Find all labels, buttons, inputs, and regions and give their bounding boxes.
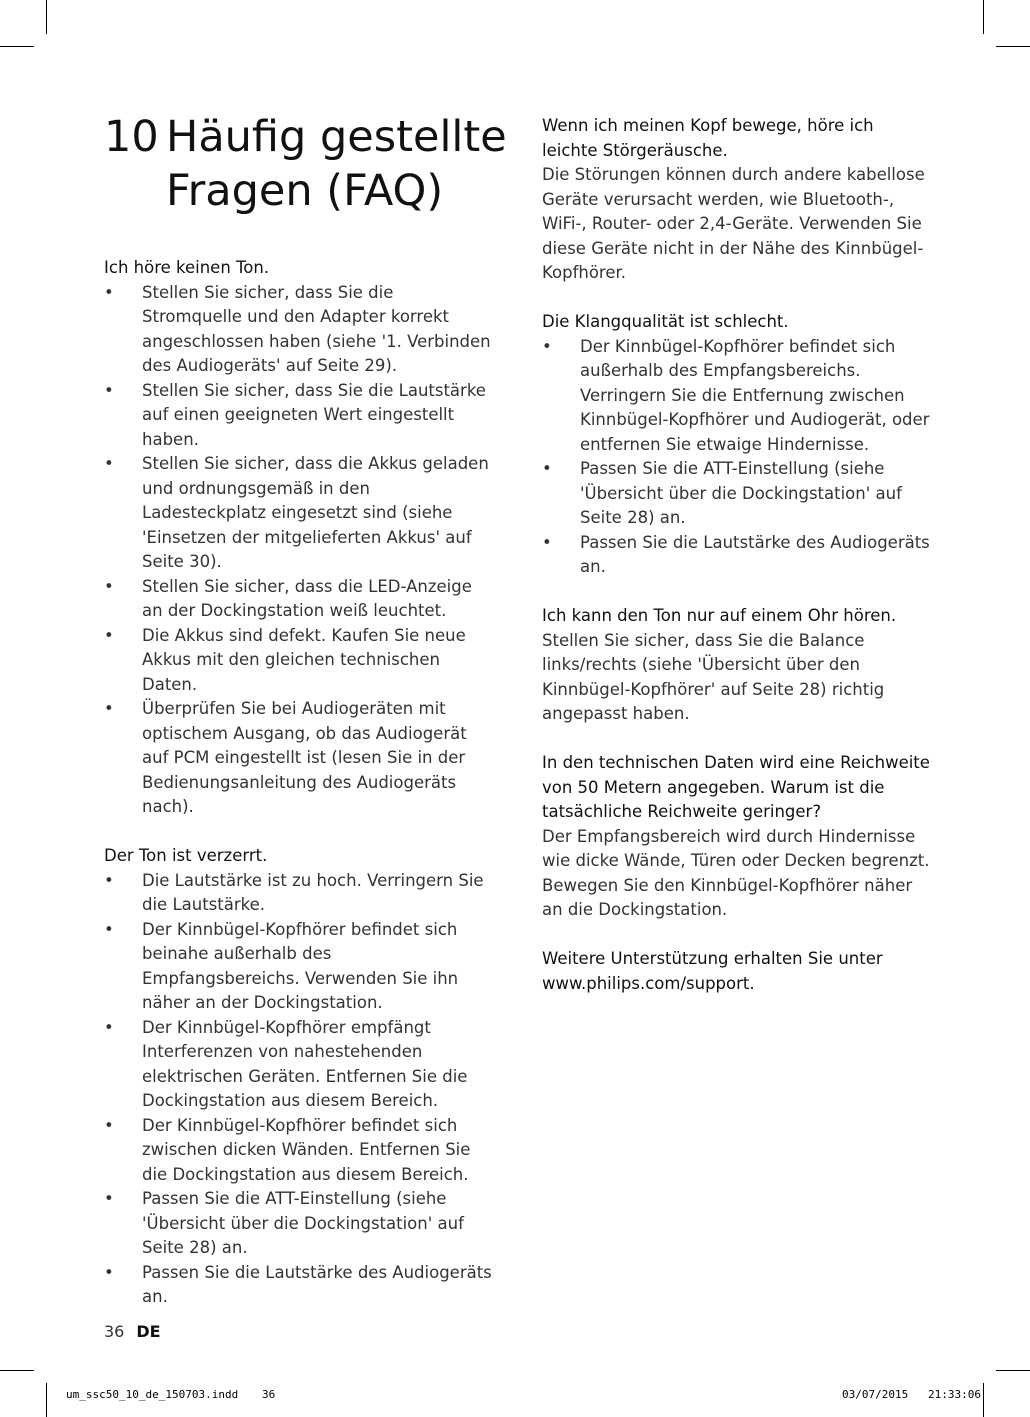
bullet-item: • Stellen Sie sicher, dass die LED-Anzeige an der Dockingstation weiß leuchtet.: [104, 575, 494, 624]
slug-time: 21:33:06: [928, 1388, 981, 1401]
bullet-item: • Der Kinnbügel-Kopfhörer befindet sich beinahe außerhalb des Empfangsbereichs. Verwenden Sie ihn näher an der Dockingstation.: [104, 918, 494, 1016]
bullet-list: [104, 281, 494, 820]
faq-question: In den technischen Daten wird eine Reichweite von 50 Metern angegeben. Warum ist die tatsächliche Reichweite geringer?: [542, 753, 930, 821]
slug-page: 36: [262, 1388, 276, 1401]
faq-question: Wenn ich meinen Kopf bewege, höre ich leichte Störgeräusche.: [542, 116, 874, 160]
title-line-2: Fragen (FAQ): [166, 166, 444, 216]
page-title: [104, 110, 507, 218]
crop-mark: [46, 0, 47, 34]
bullet-item: • Passen Sie die ATT-Einstellung (siehe 'Übersicht über die Dockingstation' auf Seite 28) an.: [542, 457, 934, 531]
page-number: 36: [104, 1322, 125, 1341]
crop-mark: [0, 46, 34, 47]
bullet-item: • Der Kinnbügel-Kopfhörer befindet sich außerhalb des Empfangsbereichs. Verringern Sie die Entfernung zwischen Kinnbügel-Kopfhörer und Audiogerät, oder entfernen Sie etwaige Hindernisse.: [542, 335, 934, 458]
chapter-number: 10: [104, 112, 159, 162]
faq-question: Weitere Unterstützung erhalten Sie unter www.philips.com/support.: [542, 949, 883, 993]
crop-mark: [996, 1370, 1030, 1371]
faq-section: [104, 256, 494, 820]
bullet-item: • Stellen Sie sicher, dass die Akkus geladen und ordnungsgemäß in den Ladesteckplatz eingesetzt sind (siehe 'Einsetzen der mitgelieferten Akkus' auf Seite 30).: [104, 452, 494, 575]
bullet-item: • Die Akkus sind defekt. Kaufen Sie neue Akkus mit den gleichen technischen Daten.: [104, 624, 494, 698]
faq-section: [542, 114, 934, 286]
crop-mark: [996, 46, 1030, 47]
faq-section: [542, 751, 934, 923]
language-code: DE: [136, 1322, 161, 1341]
bullet-item: • Passen Sie die Lautstärke des Audiogeräts an.: [104, 1261, 494, 1310]
faq-answer: Stellen Sie sicher, dass Sie die Balance links/rechts (siehe 'Übersicht über den Kinnbügel-Kopfhörer' auf Seite 28) richtig angepasst haben.: [542, 630, 885, 723]
faq-answer: Der Empfangsbereich wird durch Hindernisse wie dicke Wände, Türen oder Decken begrenzt. Bewegen Sie den Kinnbügel-Kopfhörer näher an die Dockingstation.: [542, 826, 930, 919]
bullet-list: [542, 335, 934, 580]
bullet-item: • Der Kinnbügel-Kopfhörer befindet sich zwischen dicken Wänden. Entfernen Sie die Dockingstation aus diesem Bereich.: [104, 1114, 494, 1188]
slug-file: um_ssc50_10_de_150703.indd: [66, 1388, 239, 1401]
faq-question: Ich kann den Ton nur auf einem Ohr hören.: [542, 606, 897, 625]
faq-section: [542, 310, 934, 580]
left-column: [104, 256, 494, 1334]
bullet-list: [104, 869, 494, 1310]
crop-mark: [983, 1383, 984, 1417]
page-footer: [104, 1322, 161, 1341]
faq-question: Ich höre keinen Ton.: [104, 258, 270, 277]
faq-section: [104, 844, 494, 1310]
bullet-item: • Stellen Sie sicher, dass Sie die Lautstärke auf einen geeigneten Wert eingestellt haben.: [104, 379, 494, 453]
bullet-item: • Passen Sie die ATT-Einstellung (siehe 'Übersicht über die Dockingstation' auf Seite 28) an.: [104, 1187, 494, 1261]
title-line-1: Häufig gestellte: [166, 112, 507, 162]
faq-question: Die Klangqualität ist schlecht.: [542, 312, 789, 331]
faq-question: Der Ton ist verzerrt.: [104, 846, 268, 865]
faq-section: [542, 947, 934, 996]
bullet-item: • Passen Sie die Lautstärke des Audiogeräts an.: [542, 531, 934, 580]
faq-section: [542, 604, 934, 727]
faq-answer: Die Störungen können durch andere kabellose Geräte verursacht werden, wie Bluetooth-, WiFi-, Router- oder 2,4-Geräte. Verwenden Sie diese Geräte nicht in der Nähe des Kinnbügel-Kopfhörer.: [542, 165, 925, 282]
bullet-item: • Überprüfen Sie bei Audiogeräten mit optischem Ausgang, ob das Audiogerät auf PCM eingestellt ist (lesen Sie in der Bedienungsanleitung des Audiogeräts nach).: [104, 697, 494, 820]
crop-mark: [983, 0, 984, 34]
bullet-item: • Die Lautstärke ist zu hoch. Verringern Sie die Lautstärke.: [104, 869, 494, 918]
crop-mark: [46, 1383, 47, 1417]
bullet-item: • Der Kinnbügel-Kopfhörer empfängt Interferenzen von nahestehenden elektrischen Geräten. Entfernen Sie die Dockingstation aus diesem Bereich.: [104, 1016, 494, 1114]
crop-mark: [0, 1370, 34, 1371]
right-column: [542, 114, 934, 1021]
bullet-item: • Stellen Sie sicher, dass Sie die Stromquelle und den Adapter korrekt angeschlossen haben (siehe '1. Verbinden des Audiogeräts' auf Seite 29).: [104, 281, 494, 379]
slug-date: 03/07/2015: [842, 1388, 909, 1401]
